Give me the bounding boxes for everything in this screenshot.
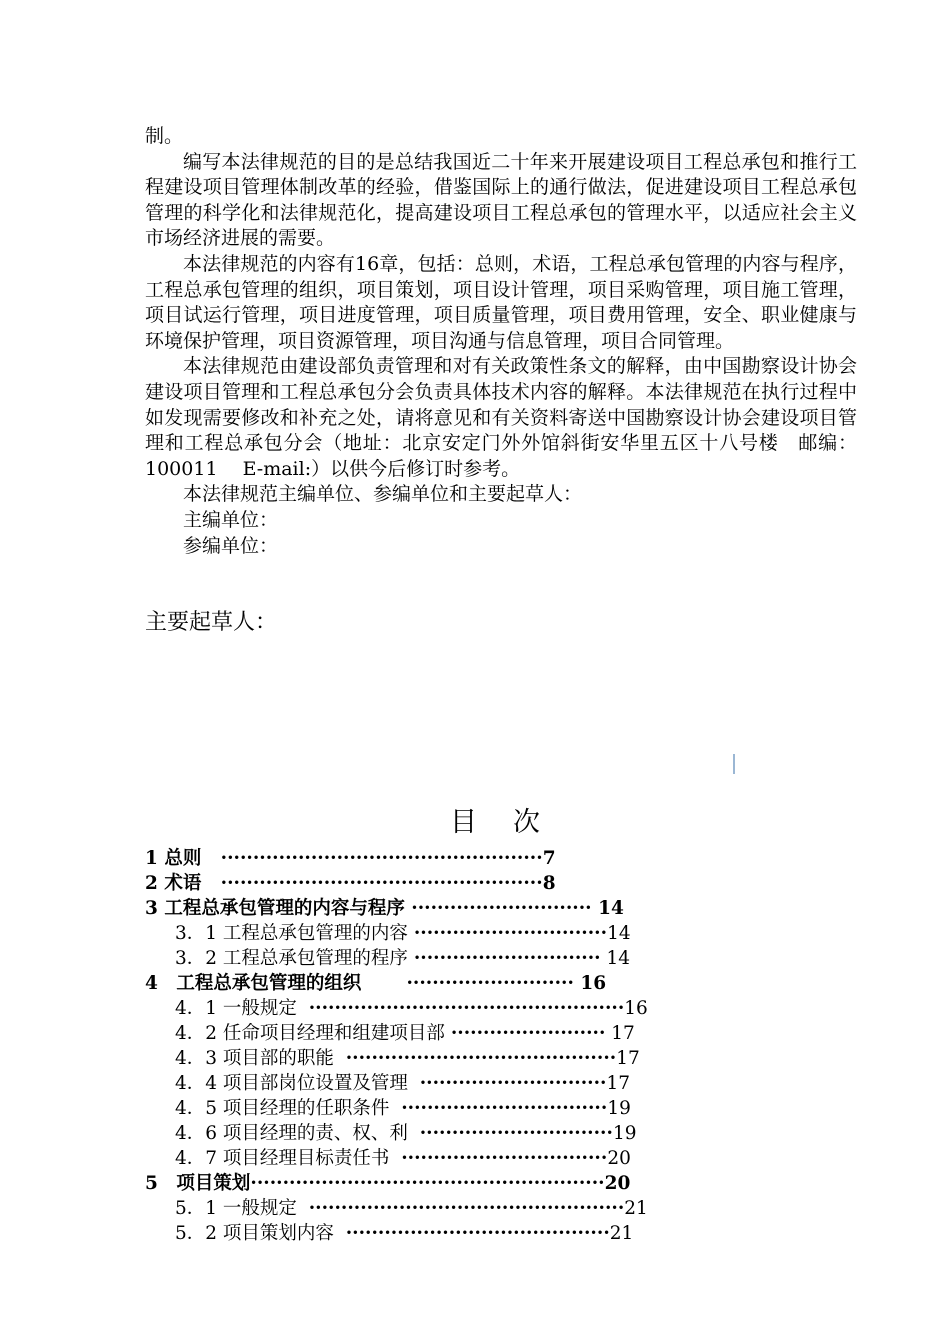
chief-unit-label: 主编单位： xyxy=(183,508,279,531)
toc-title xyxy=(0,800,950,839)
toc-title-char-1: 目 xyxy=(450,807,477,838)
toc-leader-dots: ······················································· xyxy=(250,1173,605,1194)
toc-leader-dots: ················································· xyxy=(308,1198,625,1219)
toc-entry-label: 2 术语 xyxy=(145,873,202,894)
toc-entry-label: 5．2 项目策划内容 xyxy=(175,1223,334,1244)
toc-entry[interactable] xyxy=(175,946,630,971)
toc-leader-dots: ·················································· xyxy=(220,873,543,894)
toc-entry[interactable] xyxy=(175,1146,631,1171)
participating-unit-label: 参编单位： xyxy=(183,534,279,557)
toc-entry-label: 3 工程总承包管理的内容与程序 xyxy=(145,898,405,919)
toc-entry-label: 4．7 项目经理目标责任书 xyxy=(175,1148,390,1169)
toc-entry[interactable] xyxy=(175,1196,648,1221)
toc-entry[interactable] xyxy=(175,1221,633,1246)
toc-leader-dots: ····························· xyxy=(413,948,601,969)
toc-entry[interactable] xyxy=(175,1021,635,1046)
toc-page-number: 19 xyxy=(607,1098,631,1119)
toc-entry-label: 3．1 工程总承包管理的内容 xyxy=(175,923,408,944)
toc-page-number: 20 xyxy=(604,1173,631,1194)
toc-entry-label: 3．2 工程总承包管理的程序 xyxy=(175,948,408,969)
toc-entry-label: 4．4 项目部岗位设置及管理 xyxy=(175,1073,408,1094)
paragraph-units-intro: 本法律规范主编单位、参编单位和主要起草人： xyxy=(183,483,583,506)
toc-entry-label: 5 项目策划 xyxy=(145,1173,251,1194)
preface-text xyxy=(145,124,857,559)
toc-entry[interactable] xyxy=(175,996,648,1021)
toc-entry-label: 5．1 一般规定 xyxy=(175,1198,297,1219)
toc-page-number: 17 xyxy=(616,1048,640,1069)
toc-entry[interactable] xyxy=(145,1171,630,1196)
toc-page-number: 8 xyxy=(542,873,556,894)
paragraph-management: 本法律规范由建设部负责管理和对有关政策性条文的解释，由中国勘察设计协会建设项目管理和工程总承包分会负责具体技术内容的解释。本法律规范在执行过程中如发现需要修改和补充之处，请将意见和有关资料寄送中国勘察设计协会建设项目管理和工程总承包分会（地址：北京安定门外外馆斜街安华里五区十八号楼 邮编：100011 E-mail:）以供今后修订时参考。 xyxy=(145,355,857,480)
toc-leader-dots: ·················································· xyxy=(220,848,543,869)
toc-leader-dots: ···························· xyxy=(411,898,592,919)
toc-entry-label: 4．2 任命项目经理和组建项目部 xyxy=(175,1023,445,1044)
toc-page-number: 17 xyxy=(605,1023,635,1044)
toc-page-number: 14 xyxy=(591,898,624,919)
toc-entry-label: 4．6 项目经理的责、权、利 xyxy=(175,1123,408,1144)
toc-entry[interactable] xyxy=(175,1071,630,1096)
toc-page-number: 16 xyxy=(573,973,607,994)
toc-entry[interactable] xyxy=(175,1046,640,1071)
toc-entry-label: 1 总则 xyxy=(145,848,202,869)
paragraph-continuation: 制。 xyxy=(145,125,184,147)
toc-title-char-2: 次 xyxy=(513,807,540,838)
toc-entry-label: 4．5 项目经理的任职条件 xyxy=(175,1098,390,1119)
toc-entry[interactable] xyxy=(145,896,624,921)
toc-page-number: 19 xyxy=(612,1123,637,1144)
toc-entry-label: 4 工程总承包管理的组织 xyxy=(145,973,362,994)
toc-leader-dots: ················································· xyxy=(308,998,625,1019)
toc-page-number: 21 xyxy=(609,1223,634,1244)
drafters-label: 主要起草人： xyxy=(145,610,278,635)
toc-page-number: 16 xyxy=(624,998,648,1019)
toc-leader-dots: ······························ xyxy=(413,923,608,944)
toc-page-number: 14 xyxy=(600,948,631,969)
toc-entry[interactable] xyxy=(145,846,556,871)
toc-entry[interactable] xyxy=(175,1096,631,1121)
toc-leader-dots: ·········································· xyxy=(345,1048,617,1069)
toc-entry[interactable] xyxy=(145,971,606,996)
toc-page-number: 7 xyxy=(542,848,556,869)
toc-entry-label: 4．3 项目部的职能 xyxy=(175,1048,334,1069)
paragraph-purpose: 编写本法律规范的目的是总结我国近二十年来开展建设项目工程总承包和推行工程建设项目管理体制改革的经验，借鉴国际上的通行做法，促进建设项目工程总承包管理的科学化和法律规范化，提高建设项目工程总承包的管理水平，以适应社会主义市场经济进展的需要。 xyxy=(145,150,857,250)
toc-page-number: 14 xyxy=(607,923,631,944)
toc-entry[interactable] xyxy=(175,921,631,946)
toc-leader-dots: ······························ xyxy=(419,1123,613,1144)
toc-leader-dots: ········································· xyxy=(345,1223,610,1244)
toc-entry[interactable] xyxy=(175,1121,636,1146)
toc-page-number: 21 xyxy=(624,1198,648,1219)
toc-page-number: 17 xyxy=(606,1073,631,1094)
toc-entry-label: 4．1 一般规定 xyxy=(175,998,297,1019)
toc-page-number: 20 xyxy=(607,1148,631,1169)
toc-leader-dots: ························ xyxy=(450,1023,606,1044)
toc-leader-dots: ·························· xyxy=(406,973,574,994)
text-cursor-mark xyxy=(733,754,735,774)
toc-entry[interactable] xyxy=(145,871,556,896)
toc-leader-dots: ································ xyxy=(401,1098,608,1119)
toc-leader-dots: ····························· xyxy=(419,1073,607,1094)
paragraph-contents: 本法律规范的内容有16章，包括：总则，术语，工程总承包管理的内容与程序，工程总承包管理的组织，项目策划，项目设计管理，项目采购管理，项目施工管理，项目试运行管理，项目进度管理，项目质量管理，项目费用管理，安全、职业健康与环境保护管理，项目资源管理，项目沟通与信息管理，项目合同管理。 xyxy=(145,252,857,352)
toc-leader-dots: ································ xyxy=(401,1148,608,1169)
